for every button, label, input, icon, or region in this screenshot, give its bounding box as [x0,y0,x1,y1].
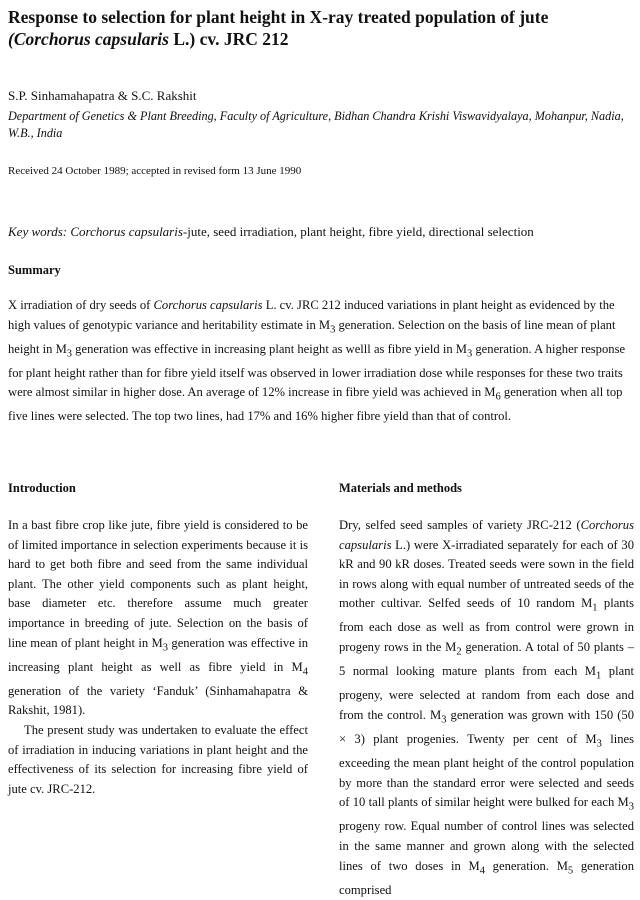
subscript: 5 [567,865,574,877]
summary-text-part: generation when all top five lines were selected. The top two lines, had 17% and 16% higher fibre yield than that of control. [8,385,623,424]
keywords [8,224,633,240]
methods-species: Corchorus capsularis [339,518,634,552]
methods-column [339,516,634,900]
author-list: S.P. Sinhamahapatra & S.C. Rakshit [8,88,197,103]
introduction-column [8,516,308,799]
subscript: 4 [479,865,485,877]
summary-text-part: X irradiation of dry seeds of [8,298,154,312]
intro-text-part: generation of the variety ‘Fanduk’ (Sinhamahapatra & Rakshit, 1981). [8,683,308,718]
subscript: 2 [456,646,462,658]
subscript: 3 [466,348,473,360]
intro-text-part: In a bast fibre crop like jute, fibre yield is considered to be of limited importance in selection experiments because it is hard to get both fibre and seed from the same individual plant. The other yield components such as plant height, base diameter etc. therefore assume much greater importance in breeding of jute. Selection on the basis of line mean of plant height in M [8,518,308,650]
keywords-label: Key words: [8,224,68,239]
subscript: 3 [66,348,73,360]
subscript: 1 [592,602,598,614]
summary-text-part: generation. Selection on the basis of line mean of plant height in M [8,317,616,356]
subscript: 1 [596,670,602,682]
subscript: 3 [441,714,447,726]
summary-species: Corchorus capsularis [153,298,263,312]
keywords-rest: -jute, seed irradiation, plant height, fibre yield, directional selection [182,224,534,239]
methods-text-part: plant progeny, were selected at random from each dose and from the control. M [339,664,634,722]
methods-text-part: generation was grown with 150 (50 × 3) plant progenies. Twenty per cent of M [339,707,634,746]
summary-heading: Summary [8,263,61,277]
methods-text-part: L.) were X-irradiated separately for each of 30 kR and 90 kR doses. Treated seeds were sown in the field in rows along with equal number of untreated seeds of the mother cultivar. Selfed seeds of 10 random M [339,537,634,611]
title-species: (Corchorus capsularis [8,29,169,49]
title-cultivar: L.) cv. JRC 212 [168,29,289,49]
methods-heading: Materials and methods [339,481,462,495]
subscript: 3 [596,738,602,750]
introduction-heading: Introduction [8,481,76,495]
subscript: 6 [495,391,501,403]
subscript: 3 [628,801,634,813]
article-title [8,6,628,50]
methods-text-part: generation comprised [339,858,635,897]
methods-text-part: progeny row. Equal number of control lines was selected in the same manner and grown along with the selected lines of two doses in M [339,819,634,873]
subscript: 3 [162,642,169,654]
methods-text-part: generation. A total of 50 plants – 5 normal looking mature plants from each M [339,640,634,679]
subscript: 4 [302,666,308,678]
affiliation: Department of Genetics & Plant Breeding, Faculty of Agriculture, Bidhan Chandra Krishi Viswavidyalaya, Mohanpur, Nadia, W.B., India [8,109,624,140]
methods-text-part: plants from each dose as well as from control were grown in progeny rows in the M [339,596,634,655]
introduction-paragraph-2: The present study was undertaken to evaluate the effect of irradiation in inducing variations in plant height and the effectiveness of its selection for increasing fibre yield of jute cv. JRC-212. [8,722,308,796]
intro-text-part: generation was effective in increasing plant height as well as fibre yield in M [8,635,308,674]
subscript: 3 [330,324,336,336]
summary-text-part: generation. A higher response for plant height rather than for fibre yield itself was observed in lower irradiation dose while responses for these two traits were almost similar in higher dose. An average of 12% increase in fibre yield was achieved in M [8,341,626,400]
received-dates: Received 24 October 1989; accepted in revised form 13 June 1990 [8,165,302,177]
methods-text-part: lines exceeding the mean plant height of the control population by more than the standard error were selected and seeds of 10 tall plants of similar height were bulked for each M [339,732,634,810]
summary-text-part: generation was effective in increasing plant height as welll as fibre yield in M [72,341,467,356]
introduction-paragraph-1 [8,516,308,721]
keywords-species: Corchorus capsularis [70,224,183,239]
methods-text-part: Dry, selfed seed samples of variety JRC-212 ( [339,518,581,532]
summary-text-part: L. cv. JRC 212 induced variations in plant height as evidenced by the high values of genotypic variance and heritability estimate in M [8,298,615,332]
title-line-1: Response to selection for plant height in X-ray treated population of jute [8,7,549,27]
methods-paragraph [339,516,634,900]
methods-text-part: generation. M [484,858,568,873]
summary-text [8,296,633,427]
